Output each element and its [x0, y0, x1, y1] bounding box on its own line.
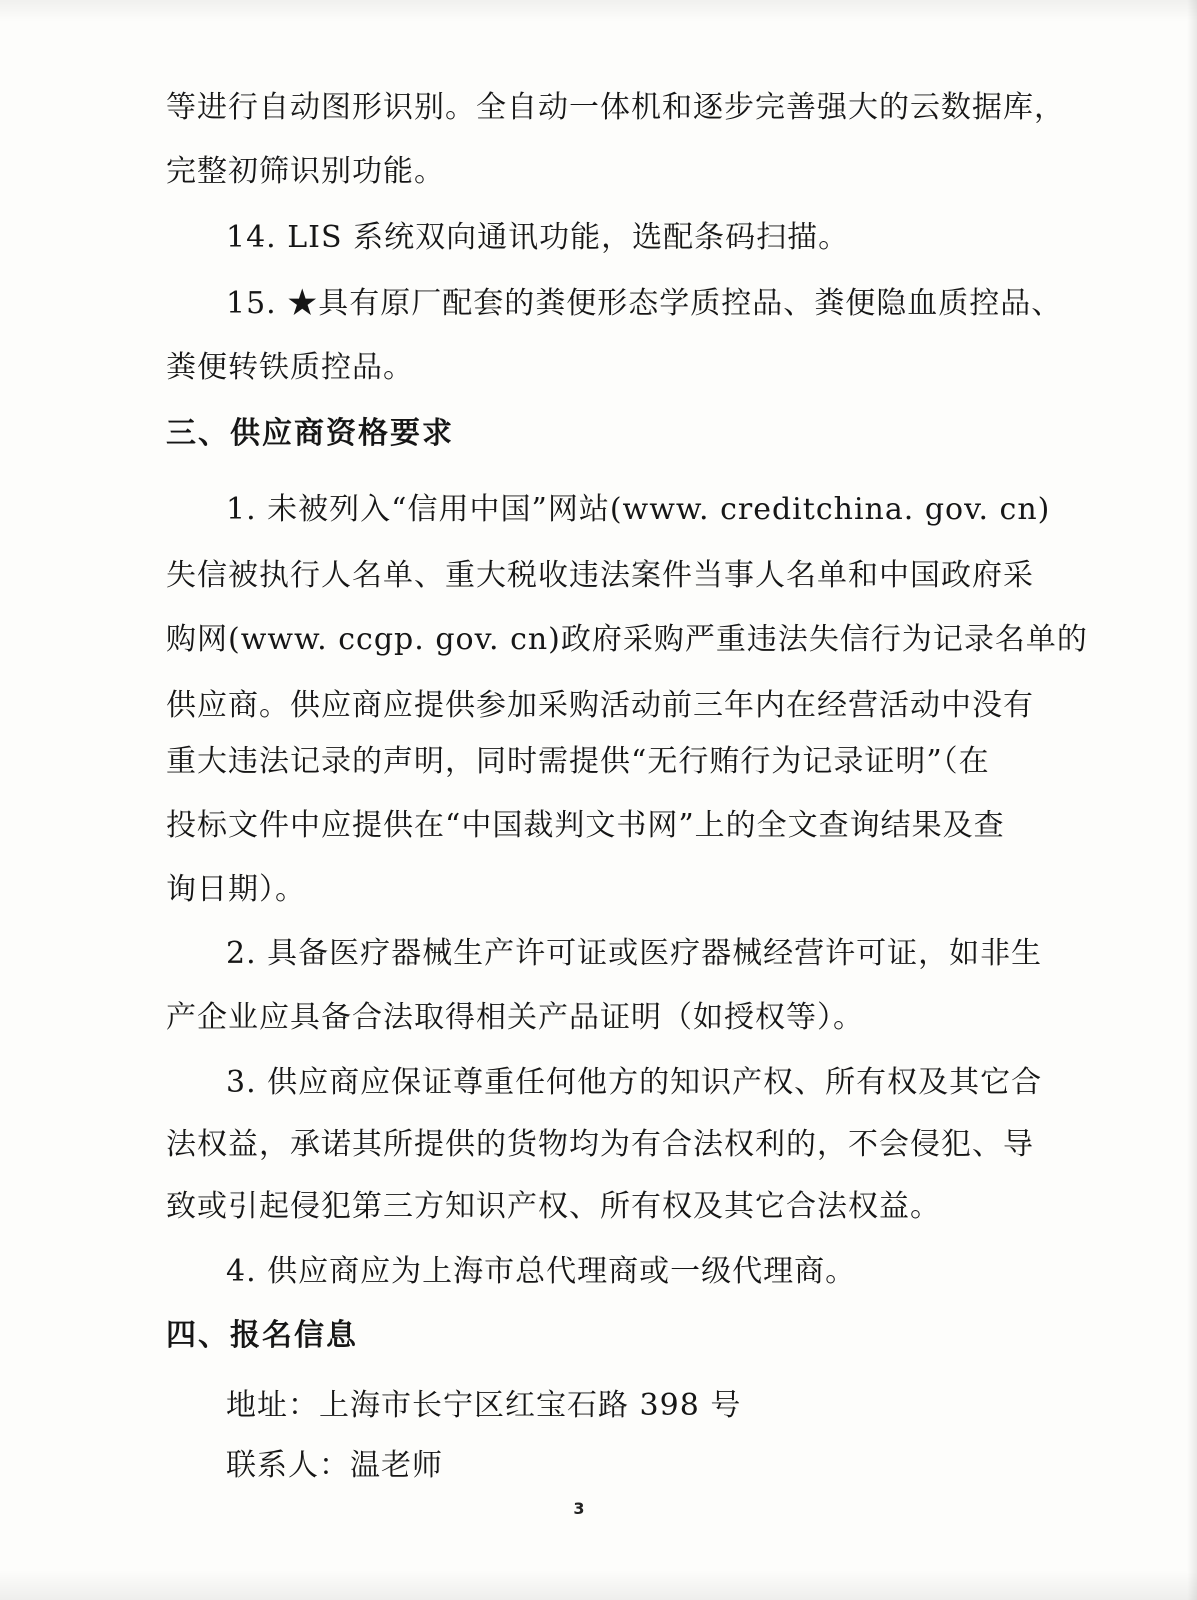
- requirement-item-4: 4. 供应商应为上海市总代理商或一级代理商。: [226, 1254, 857, 1289]
- paragraph-line: 法权益，承诺其所提供的货物均为有合法权利的，不会侵犯、导: [166, 1127, 1034, 1162]
- scan-shadow-right: [1187, 0, 1197, 1600]
- section-heading-registration-info: 四、报名信息: [166, 1318, 358, 1353]
- requirement-item-2: 2. 具备医疗器械生产许可证或医疗器械经营许可证，如非生: [226, 936, 1043, 971]
- address-line: 地址：上海市长宁区红宝石路 398 号: [226, 1388, 742, 1423]
- list-item-15: 15. ★具有原厂配套的粪便形态学质控品、粪便隐血质控品、: [226, 286, 1063, 321]
- paragraph-line: 产企业应具备合法取得相关产品证明（如授权等）。: [166, 1000, 864, 1035]
- requirement-item-1: 1. 未被列入“信用中国”网站(www. creditchina. gov. cn): [226, 492, 1051, 527]
- scan-shadow-top: [0, 0, 1197, 22]
- page-number: 3: [573, 1499, 585, 1518]
- section-heading-supplier-qualification: 三、供应商资格要求: [166, 416, 454, 451]
- paragraph-line: 完整初筛识别功能。: [166, 154, 445, 189]
- paragraph-line: 购网(www. ccgp. gov. cn)政府采购严重违法失信行为记录名单的: [166, 622, 1088, 657]
- paragraph-line: 供应商。供应商应提供参加采购活动前三年内在经营活动中没有: [166, 688, 1034, 723]
- paragraph-line: 询日期）。: [166, 872, 306, 907]
- paragraph-line: 等进行自动图形识别。全自动一体机和逐步完善强大的云数据库，: [166, 90, 1065, 125]
- requirement-item-3: 3. 供应商应保证尊重任何他方的知识产权、所有权及其它合: [226, 1065, 1043, 1100]
- scan-shadow-bottom: [0, 1570, 1197, 1600]
- paragraph-line: 重大违法记录的声明，同时需提供“无行贿行为记录证明”（在: [166, 744, 990, 779]
- list-item-14: 14. LIS 系统双向通讯功能，选配条码扫描。: [226, 220, 850, 255]
- paragraph-line: 致或引起侵犯第三方知识产权、所有权及其它合法权益。: [166, 1189, 941, 1224]
- paragraph-line: 失信被执行人名单、重大税收违法案件当事人名单和中国政府采: [166, 558, 1034, 593]
- contact-line: 联系人：温老师: [226, 1448, 443, 1483]
- paragraph-line: 投标文件中应提供在“中国裁判文书网”上的全文查询结果及查: [166, 808, 1005, 843]
- paragraph-line: 粪便转铁质控品。: [166, 350, 414, 385]
